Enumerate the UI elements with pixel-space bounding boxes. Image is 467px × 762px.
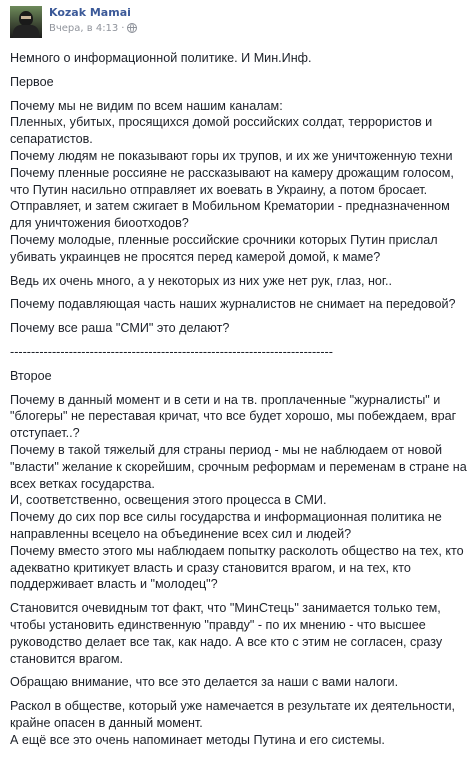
post-text-line: Раскол в обществе, который уже намечается в результате их деятельности, [10,699,455,714]
post-meta [49,23,137,34]
post-text-line: убивать украинцев не просятся перед камерой домой, к маме? [10,249,381,264]
post-text-line: Почему до сих пор все силы государства и информационная политика не [10,510,442,525]
post-paragraph [10,344,467,361]
post-text-line: Немного о информационной политике. И Мин.Инф. [10,51,312,65]
post-text-line: для уничтожения биоотходов? [10,216,189,231]
post-paragraph [10,368,467,385]
post-text-line: Почему вместо этого мы наблюдаем попытку расколоть общество на тех, кто [10,543,464,558]
post-text-line: становится врагом. [10,651,124,666]
post-text-line: руководство делает все так, как надо. А все кто с этим не согласен, сразу [10,634,443,649]
post-text-line: "блогеры" не переставая кричат, что все будет хорошо, мы побеждаем, враг [10,409,457,424]
post-text-line: Почему пленные россияне не рассказывают на камеру дрожащим голосом, [10,165,454,180]
post-paragraph [10,392,467,594]
post-text-line: "власти" желание к скорейшим, срочным реформам и переменам в стране на [10,459,467,474]
post-text-line: Почему мы не видим по всем нашим каналам: [10,98,283,113]
avatar-body [13,25,39,38]
post-text-line: Становится очевидным тот факт, что "МинСтець" занимается только тем, [10,601,441,616]
post-text-line: Отправляет, и затем сжигает в Мобильном Крематории - предназначенном [10,199,450,214]
post-text-line: всех ветках государства. [10,476,155,491]
post-text-line: Обращаю внимание, что все это делается за наши с вами налоги. [10,675,399,690]
post-text-line: Пленных, убитых, просящихся домой российских солдат, террористов и [10,115,433,130]
post-text-line: отступает..? [10,426,80,441]
post-paragraph [10,50,467,67]
meta-separator: · [121,23,125,34]
post-text-line: ----------------------------------------------------------------------------- [10,344,333,359]
post-text-line: Почему в данный момент и в сети и на тв. проплаченные "журналисты" и [10,392,441,407]
post-text-line: Почему все раша "СМИ" это делают? [10,321,230,336]
post-text-line: Почему людям не показывают горы их трупов, и их же уничтоженную техни [10,148,453,163]
post-text-line: крайне опасен в данный момент. [10,715,203,730]
author-name[interactable]: Kozak Mamai [49,6,131,19]
avatar-eyes [21,16,31,19]
post-text-line: Первое [10,74,54,89]
post-text-line: направленны всецело на объединение всех сил и людей? [10,526,352,541]
post-text-line: поддерживает власть и "молодец"? [10,577,218,592]
post-text-line: Почему подавляющая часть наших журналистов не снимает на передовой? [10,297,456,312]
post-paragraph [10,600,467,667]
post-text-line: адекватно критикует власть и сразу становится врагом, и на тех, кто [10,560,411,575]
post-text-line: И, соответственно, освещения этого процесса в СМИ. [10,493,327,508]
post-text-line: А ещё все это очень напоминает методы Путина и его системы. [10,732,385,747]
post-text-line: Ведь их очень много, а у некоторых из них уже нет рук, глаз, ног.. [10,273,392,288]
avatar[interactable] [10,6,42,38]
post-text-line: Почему в такой тяжелый для страны период - мы не наблюдаем от новой [10,442,443,457]
post-paragraph [10,320,467,337]
globe-icon[interactable] [127,23,137,33]
post-text-line: чтобы установить единственную "правду" - по их мнению - что высшее [10,617,426,632]
post-body [10,50,467,755]
post-paragraph [10,273,467,290]
post-paragraph [10,698,467,748]
post-text-line: сепаратистов. [10,132,93,147]
post-text-line: Второе [10,368,52,383]
post-paragraph [10,98,467,266]
post-timestamp[interactable]: Вчера, в 4:13 [49,23,119,34]
post-paragraph [10,296,467,313]
post-text-line: Почему молодые, пленные российские срочники которых Путин прислал [10,232,438,247]
post-paragraph [10,674,467,691]
post-paragraph [10,74,467,91]
post-text-line: что Путин насильно отправляет их воевать в Украину, а потом бросает. [10,182,428,197]
